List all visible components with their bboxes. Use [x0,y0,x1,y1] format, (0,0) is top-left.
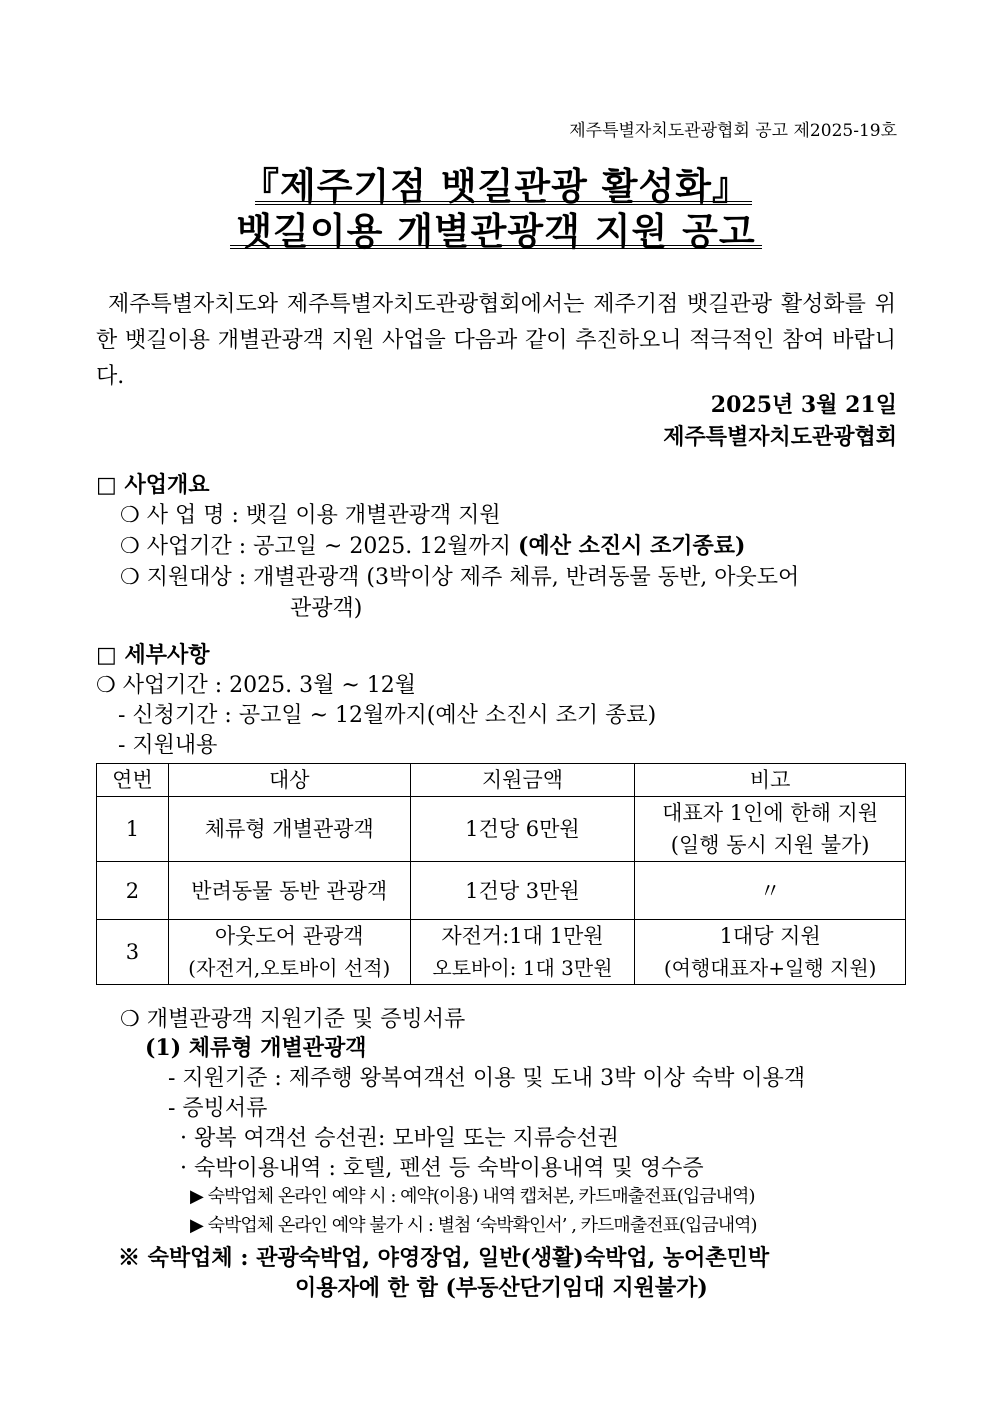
note-line: 1대당 지원 [719,924,821,948]
note-line: (여행대표자+일행 지원) [663,956,877,980]
cell-note [635,920,906,985]
docs-item: · 숙박이용내역 : 호텔, 펜션 등 숙박이용내역 및 영수증 [180,1156,704,1181]
table-header: 연번 [97,764,169,797]
table-row [97,797,906,862]
cell-note [635,797,906,862]
item-label: ❍ 지원대상 : [120,565,247,590]
amount-line: 자전거:1대 1만원 [441,924,604,948]
table-header: 지원금액 [410,764,635,797]
overview-item [120,560,799,591]
cell-no: 2 [97,862,169,920]
details-support-label: - 지원내용 [118,733,218,758]
cell-no: 3 [97,920,169,985]
issuer: 제주특별자치도관광협회 [663,424,897,450]
item-label: ❍ 사업기간 : [120,534,247,559]
cell-amount: 1건당 3만원 [410,862,635,920]
title-underline [230,248,762,249]
section-overview-heading: □ 사업개요 [96,472,210,498]
page-title-line2: 뱃길이용 개별관광객 지원 공고 [236,210,756,253]
details-apply: - 신청기간 : 공고일 ~ 12월까지(예산 소진시 조기 종료) [118,703,657,728]
section-details-heading: □ 세부사항 [96,642,210,668]
docs-item: · 왕복 여객선 승선권: 모바일 또는 지류승선권 [180,1126,619,1151]
item-value: 뱃길 이용 개별관광객 지원 [245,503,501,528]
docs-subitem: ▶ 숙박업체 온라인 예약 시 : 예약(이용) 내역 캡처본, 카드매출전표(입금내역) [190,1186,755,1207]
table-row [97,862,906,920]
note-line: (일행 동시 지원 불가) [670,833,870,857]
table-row [97,920,906,985]
criteria-text: - 지원기준 : 제주행 왕복여객선 이용 및 도내 3박 이상 숙박 이용객 [168,1066,806,1091]
cell-target [168,920,410,985]
table-header: 대상 [168,764,410,797]
item-value: 개별관광객 (3박이상 제주 체류, 반려동물 동반, 아웃도어 [253,565,800,590]
target-line: (자전거,오토바이 선적) [188,956,391,980]
overview-item-continuation: 관광객) [290,596,363,621]
title-underline [230,245,762,246]
amount-line: 오토바이: 1대 3만원 [432,956,613,980]
item-label: ❍ 사 업 명 : [120,503,239,528]
page-title-line1: 『제주기점 뱃길관광 활성화』 [242,165,750,208]
item-extra: (예산 소진시 조기종료) [518,533,746,559]
table-header: 비고 [635,764,906,797]
notice-number: 제주특별자치도관광협회 공고 제2025-19호 [569,121,897,141]
cell-amount: 1건당 6만원 [410,797,635,862]
sub-heading: (1) 체류형 개별관광객 [145,1035,367,1061]
cell-target: 반려동물 동반 관광객 [168,862,410,920]
target-line: 아웃도어 관광객 [214,924,364,948]
intro-paragraph: 제주특별자치도와 제주특별자치도관광협회에서는 제주기점 뱃길관광 활성화를 위한 뱃길이용 개별관광객 지원 사업을 다음과 같이 추진하오니 적극적인 참여 바랍니다. [96,292,896,389]
lodging-note-continuation: 이용자에 한 함 (부동산단기임대 지원불가) [295,1275,708,1301]
cell-amount [410,920,635,985]
item-value: 공고일 ~ 2025. 12월까지 [253,534,512,559]
overview-item [120,529,745,560]
notice-date: 2025년 3월 21일 [710,392,897,418]
note-line: 대표자 1인에 한해 지원 [662,801,879,825]
criteria-heading: ❍ 개별관광객 지원기준 및 증빙서류 [120,1007,466,1032]
overview-item [120,498,501,529]
support-table [96,763,906,985]
docs-label: - 증빙서류 [168,1096,268,1121]
cell-note: 〃 [635,862,906,920]
lodging-note: ※ 숙박업체 : 관광숙박업, 야영장업, 일반(생활)숙박업, 농어촌민박 [118,1245,770,1271]
cell-no: 1 [97,797,169,862]
details-period: ❍ 사업기간 : 2025. 3월 ~ 12월 [96,673,417,698]
docs-subitem: ▶ 숙박업체 온라인 예약 불가 시 : 별첨 ‘숙박확인서’ , 카드매출전표(입금내역) [190,1215,757,1236]
cell-target: 체류형 개별관광객 [168,797,410,862]
